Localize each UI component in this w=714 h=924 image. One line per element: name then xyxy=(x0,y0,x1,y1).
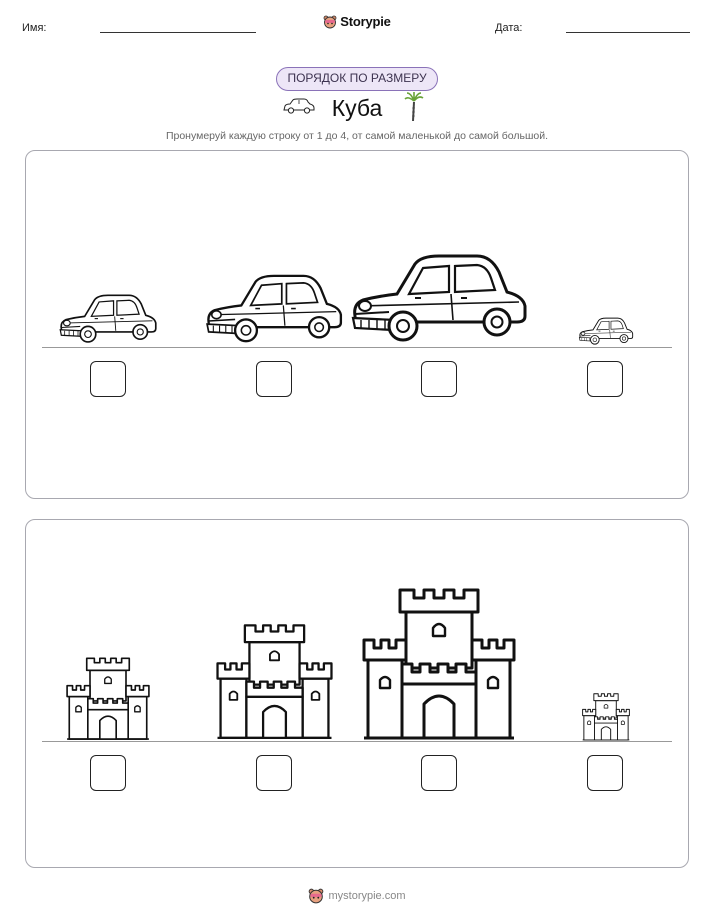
footer xyxy=(0,888,714,907)
brand-logo xyxy=(0,14,714,32)
answer-box-4[interactable] xyxy=(587,755,623,791)
answer-box-4[interactable] xyxy=(587,361,623,397)
car-tiny xyxy=(578,315,634,346)
baseline xyxy=(42,741,672,742)
castle-large xyxy=(362,588,516,741)
name-line[interactable] xyxy=(100,32,256,33)
footer-url[interactable]: mystorypie.com xyxy=(328,890,406,902)
answer-box-3[interactable] xyxy=(421,755,457,791)
name-label: Имя: xyxy=(22,22,47,34)
bear-mascot-icon xyxy=(308,888,324,904)
car-small xyxy=(58,289,158,346)
castle-medium xyxy=(216,623,333,741)
castle-tiny xyxy=(582,693,630,741)
brand-name: Storypie xyxy=(340,14,391,29)
instruction-text: Пронумеруй каждую строку от 1 до 4, от самой маленькой до самой большой. xyxy=(165,130,549,142)
castle-small xyxy=(66,657,150,741)
bear-mascot-icon xyxy=(323,15,337,29)
category-badge: ПОРЯДОК ПО РАЗМЕРУ xyxy=(276,67,438,91)
page-title: Куба xyxy=(331,95,383,121)
answer-box-2[interactable] xyxy=(256,361,292,397)
answer-box-3[interactable] xyxy=(421,361,457,397)
answer-box-2[interactable] xyxy=(256,755,292,791)
car-medium xyxy=(204,268,344,346)
date-label: Дата: xyxy=(495,22,523,34)
baseline xyxy=(42,347,672,348)
palm-tree-icon xyxy=(404,92,424,122)
car-large xyxy=(349,246,529,346)
date-line[interactable] xyxy=(566,32,690,33)
answer-box-1[interactable] xyxy=(90,361,126,397)
answer-box-1[interactable] xyxy=(90,755,126,791)
